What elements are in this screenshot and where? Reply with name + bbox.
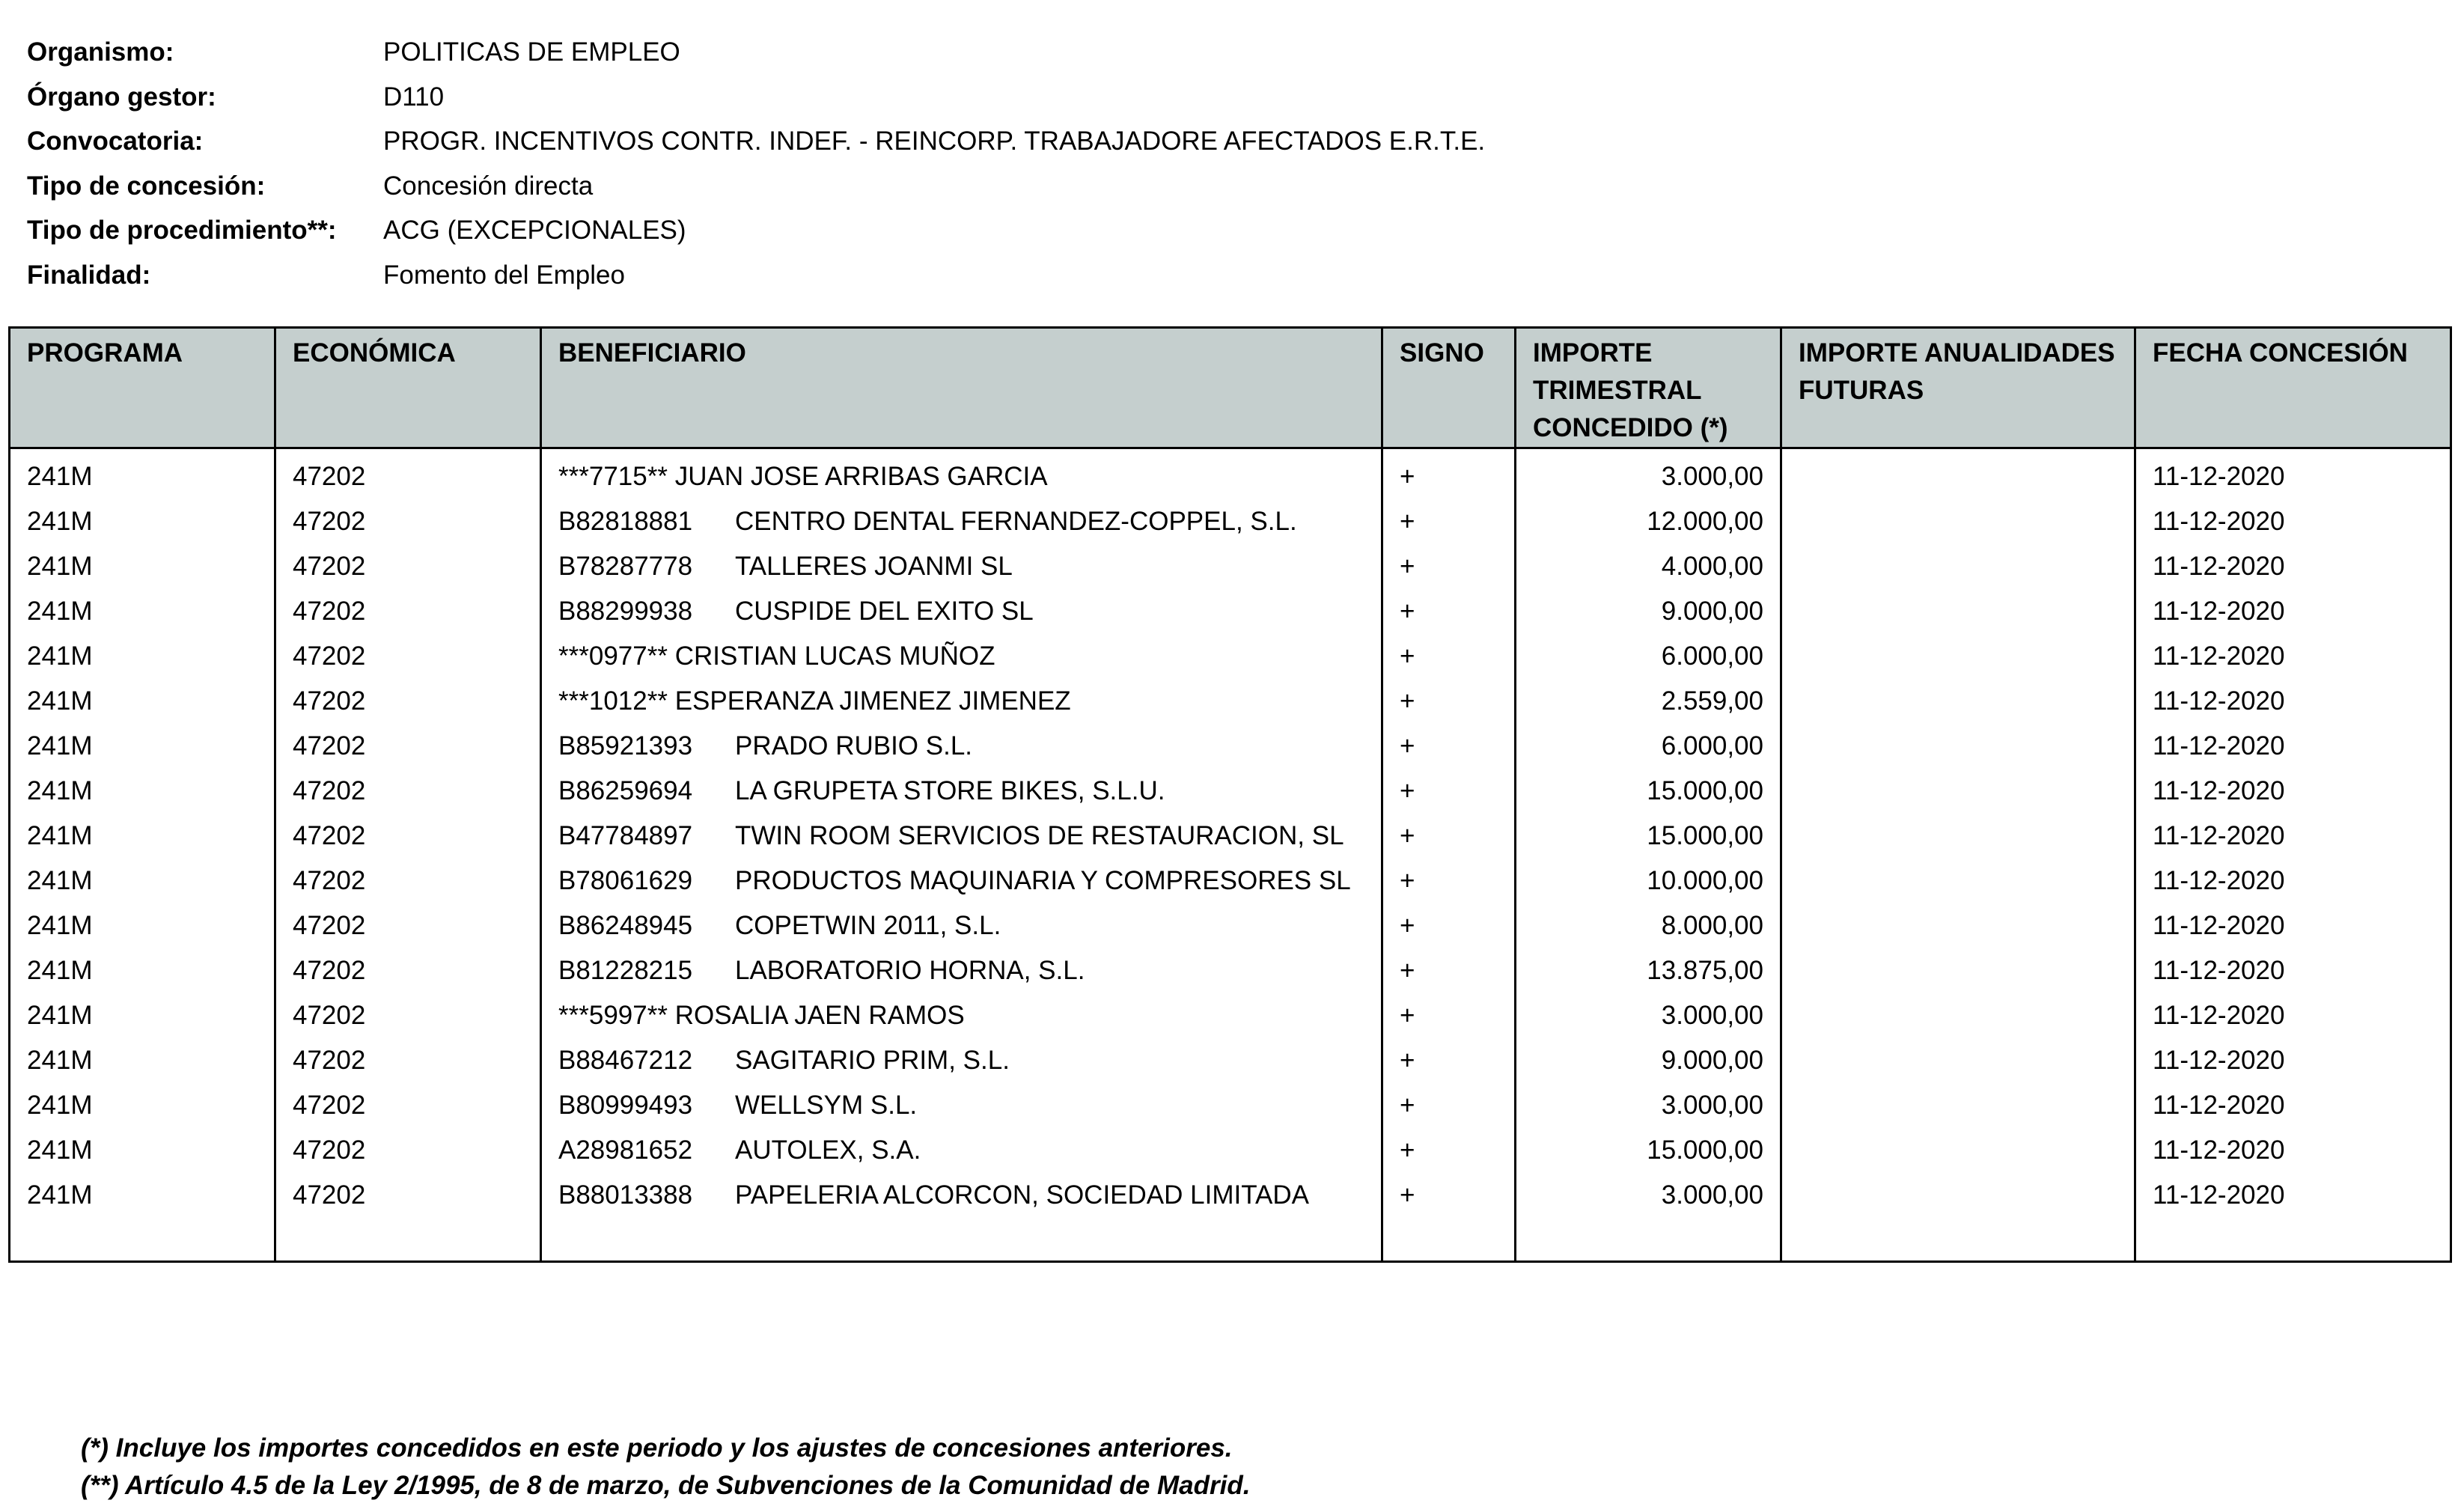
beneficiario-nif: B88467212 [558,1046,693,1075]
header-importe-trimestral: IMPORTE TRIMESTRAL CONCEDIDO (*) [1516,328,1781,448]
beneficiario-nombre: LABORATORIO HORNA, S.L. [735,956,1085,985]
cell-fecha: 11-12-2020 [2135,901,2451,946]
cell-importe: 13.875,00 [1516,946,1781,991]
meta-label: Órgano gestor: [27,82,216,112]
beneficiario-nombre: PRODUCTOS MAQUINARIA Y COMPRESORES SL [735,866,1351,895]
beneficiario-nombre: LA GRUPETA STORE BIKES, S.L.U. [735,776,1165,805]
beneficiario-nif: A28981652 [558,1135,693,1165]
cell-signo: + [1382,497,1516,542]
beneficiario-nombre: COPETWIN 2011, S.L. [735,911,1001,940]
cell-anualidades [1781,856,2135,901]
cell-importe: 9.000,00 [1516,1036,1781,1081]
cell-signo: + [1382,901,1516,946]
cell-programa: 241M [10,722,275,766]
beneficiario-nombre: SAGITARIO PRIM, S.L. [735,1046,1010,1075]
meta-row-convocatoria [27,119,1485,164]
table-row [10,632,2451,677]
cell-programa: 241M [10,766,275,811]
header-beneficiario: BENEFICIARIO [541,328,1382,448]
cell-economica: 47202 [275,1036,541,1081]
meta-label: Finalidad: [27,260,151,290]
header-economica: ECONÓMICA [275,328,541,448]
cell-anualidades [1781,1081,2135,1126]
cell-anualidades [1781,1036,2135,1081]
cell-beneficiario [541,677,1382,722]
cell-programa: 241M [10,587,275,632]
cell-signo: + [1382,542,1516,587]
cell-importe: 8.000,00 [1516,901,1781,946]
meta-value: Concesión directa [383,171,594,201]
cell-signo: + [1382,991,1516,1036]
cell-beneficiario [541,587,1382,632]
table-row [10,448,2451,498]
cell-beneficiario [541,632,1382,677]
table-row [10,497,2451,542]
meta-label: Tipo de procedimiento**: [27,216,337,245]
cell-importe: 6.000,00 [1516,632,1781,677]
metadata-block [27,30,1485,297]
beneficiario-nombre: CENTRO DENTAL FERNANDEZ-COPPEL, S.L. [735,507,1297,536]
cell-anualidades [1781,811,2135,856]
cell-programa: 241M [10,632,275,677]
header-fecha-concesion: FECHA CONCESIÓN [2135,328,2451,448]
grants-table [8,326,2452,1263]
beneficiario-nif: ***7715** [558,462,668,491]
beneficiario-nombre: CRISTIAN LUCAS MUÑOZ [674,641,995,671]
cell-economica: 47202 [275,901,541,946]
cell-signo: + [1382,856,1516,901]
cell-signo: + [1382,632,1516,677]
cell-programa: 241M [10,1036,275,1081]
cell-economica: 47202 [275,1126,541,1171]
cell-signo: + [1382,811,1516,856]
cell-importe: 15.000,00 [1516,1126,1781,1171]
cell-importe: 3.000,00 [1516,1081,1781,1126]
meta-row-tipo-procedimiento [27,208,1485,253]
meta-value: POLITICAS DE EMPLEO [383,37,680,67]
meta-value: D110 [383,82,445,112]
cell-beneficiario [541,448,1382,498]
table-row [10,1126,2451,1171]
cell-beneficiario [541,766,1382,811]
cell-fecha: 11-12-2020 [2135,1036,2451,1081]
cell-programa: 241M [10,1081,275,1126]
cell-economica: 47202 [275,856,541,901]
cell-economica: 47202 [275,632,541,677]
cell-importe: 9.000,00 [1516,587,1781,632]
cell-anualidades [1781,1171,2135,1262]
beneficiario-nombre: ESPERANZA JIMENEZ JIMENEZ [674,686,1071,716]
cell-importe: 3.000,00 [1516,1171,1781,1262]
cell-economica: 47202 [275,766,541,811]
beneficiario-nif: B78061629 [558,866,693,895]
cell-fecha: 11-12-2020 [2135,991,2451,1036]
cell-programa: 241M [10,856,275,901]
beneficiario-nif: B88013388 [558,1180,693,1210]
meta-value: ACG (EXCEPCIONALES) [383,216,686,245]
cell-anualidades [1781,766,2135,811]
cell-signo: + [1382,1171,1516,1262]
cell-economica: 47202 [275,448,541,498]
cell-economica: 47202 [275,811,541,856]
cell-beneficiario [541,856,1382,901]
beneficiario-nombre: JUAN JOSE ARRIBAS GARCIA [674,462,1048,491]
beneficiario-nif: ***5997** [558,1001,668,1030]
meta-value: PROGR. INCENTIVOS CONTR. INDEF. - REINCORP. TRABAJADORE AFECTADOS E.R.T.E. [383,126,1486,156]
cell-fecha: 11-12-2020 [2135,587,2451,632]
cell-economica: 47202 [275,946,541,991]
header-importe-anualidades: IMPORTE ANUALIDADES FUTURAS [1781,328,2135,448]
cell-anualidades [1781,1126,2135,1171]
table-row [10,856,2451,901]
meta-label: Organismo: [27,37,174,67]
table-row [10,722,2451,766]
cell-signo: + [1382,587,1516,632]
meta-row-organismo [27,30,1485,75]
cell-anualidades [1781,497,2135,542]
cell-importe: 3.000,00 [1516,991,1781,1036]
beneficiario-nombre: ROSALIA JAEN RAMOS [674,1001,965,1030]
cell-fecha: 11-12-2020 [2135,766,2451,811]
cell-anualidades [1781,632,2135,677]
beneficiario-nombre: TWIN ROOM SERVICIOS DE RESTAURACION, SL [735,821,1344,850]
beneficiario-nif: B80999493 [558,1091,693,1120]
cell-signo: + [1382,448,1516,498]
beneficiario-nif: B81228215 [558,956,693,985]
cell-programa: 241M [10,901,275,946]
cell-anualidades [1781,946,2135,991]
table-row [10,1036,2451,1081]
cell-anualidades [1781,587,2135,632]
cell-signo: + [1382,1081,1516,1126]
cell-beneficiario [541,811,1382,856]
header-signo: SIGNO [1382,328,1516,448]
beneficiario-nif: B78287778 [558,552,693,581]
cell-beneficiario [541,1171,1382,1262]
cell-beneficiario [541,497,1382,542]
cell-economica: 47202 [275,542,541,587]
cell-beneficiario [541,1126,1382,1171]
cell-programa: 241M [10,1171,275,1262]
cell-economica: 47202 [275,1081,541,1126]
beneficiario-nif: B88299938 [558,597,693,626]
cell-programa: 241M [10,811,275,856]
cell-programa: 241M [10,991,275,1036]
beneficiario-nombre: PAPELERIA ALCORCON, SOCIEDAD LIMITADA [735,1180,1309,1210]
cell-signo: + [1382,1126,1516,1171]
beneficiario-nif: B82818881 [558,507,693,536]
cell-economica: 47202 [275,587,541,632]
cell-fecha: 11-12-2020 [2135,632,2451,677]
cell-beneficiario [541,1036,1382,1081]
cell-importe: 10.000,00 [1516,856,1781,901]
table-row [10,766,2451,811]
beneficiario-nif: ***1012** [558,686,668,716]
cell-fecha: 11-12-2020 [2135,448,2451,498]
cell-economica: 47202 [275,1171,541,1262]
meta-row-finalidad [27,253,1485,298]
meta-label: Tipo de concesión: [27,171,266,201]
cell-economica: 47202 [275,677,541,722]
cell-beneficiario [541,722,1382,766]
cell-signo: + [1382,722,1516,766]
meta-row-organo-gestor [27,75,1485,120]
cell-programa: 241M [10,1126,275,1171]
cell-fecha: 11-12-2020 [2135,946,2451,991]
cell-signo: + [1382,946,1516,991]
beneficiario-nombre: CUSPIDE DEL EXITO SL [735,597,1034,626]
footnote-articulo: (**) Artículo 4.5 de la Ley 2/1995, de 8 de marzo, de Subvenciones de la Comunidad de Madrid. [81,1471,1251,1500]
cell-importe: 15.000,00 [1516,766,1781,811]
cell-beneficiario [541,542,1382,587]
cell-signo: + [1382,677,1516,722]
cell-importe: 3.000,00 [1516,448,1781,498]
cell-economica: 47202 [275,497,541,542]
cell-programa: 241M [10,448,275,498]
cell-signo: + [1382,766,1516,811]
beneficiario-nombre: WELLSYM S.L. [735,1091,918,1120]
cell-fecha: 11-12-2020 [2135,1171,2451,1262]
beneficiario-nombre: TALLERES JOANMI SL [735,552,1013,581]
cell-importe: 12.000,00 [1516,497,1781,542]
cell-beneficiario [541,991,1382,1036]
cell-fecha: 11-12-2020 [2135,811,2451,856]
meta-row-tipo-concesion [27,164,1485,209]
cell-fecha: 11-12-2020 [2135,1126,2451,1171]
table-row [10,1081,2451,1126]
cell-fecha: 11-12-2020 [2135,497,2451,542]
cell-fecha: 11-12-2020 [2135,856,2451,901]
cell-beneficiario [541,1081,1382,1126]
meta-label: Convocatoria: [27,126,204,156]
cell-anualidades [1781,542,2135,587]
cell-economica: 47202 [275,991,541,1036]
cell-fecha: 11-12-2020 [2135,722,2451,766]
table-row [10,587,2451,632]
meta-value: Fomento del Empleo [383,260,625,290]
cell-fecha: 11-12-2020 [2135,542,2451,587]
beneficiario-nif: B86248945 [558,911,693,940]
cell-programa: 241M [10,946,275,991]
beneficiario-nif: B47784897 [558,821,693,850]
footnotes [81,1430,1250,1505]
table-row [10,542,2451,587]
cell-importe: 2.559,00 [1516,677,1781,722]
cell-economica: 47202 [275,722,541,766]
cell-anualidades [1781,901,2135,946]
cell-beneficiario [541,901,1382,946]
header-programa: PROGRAMA [10,328,275,448]
cell-importe: 15.000,00 [1516,811,1781,856]
table-row [10,811,2451,856]
table-row [10,1171,2451,1262]
beneficiario-nif: B86259694 [558,776,693,805]
footnote-importe: (*) Incluye los importes concedidos en este periodo y los ajustes de concesiones anteriores. [81,1433,1233,1463]
cell-beneficiario [541,946,1382,991]
cell-anualidades [1781,677,2135,722]
beneficiario-nombre: PRADO RUBIO S.L. [735,731,973,760]
table-row [10,901,2451,946]
table-row [10,677,2451,722]
beneficiario-nif: B85921393 [558,731,693,760]
cell-signo: + [1382,1036,1516,1081]
cell-programa: 241M [10,542,275,587]
cell-fecha: 11-12-2020 [2135,1081,2451,1126]
cell-programa: 241M [10,677,275,722]
table-row [10,946,2451,991]
cell-importe: 6.000,00 [1516,722,1781,766]
cell-anualidades [1781,448,2135,498]
table-header-row [10,328,2451,448]
beneficiario-nombre: AUTOLEX, S.A. [735,1135,921,1165]
beneficiario-nif: ***0977** [558,641,668,671]
table-row [10,991,2451,1036]
cell-fecha: 11-12-2020 [2135,677,2451,722]
cell-anualidades [1781,722,2135,766]
cell-importe: 4.000,00 [1516,542,1781,587]
cell-programa: 241M [10,497,275,542]
cell-anualidades [1781,991,2135,1036]
